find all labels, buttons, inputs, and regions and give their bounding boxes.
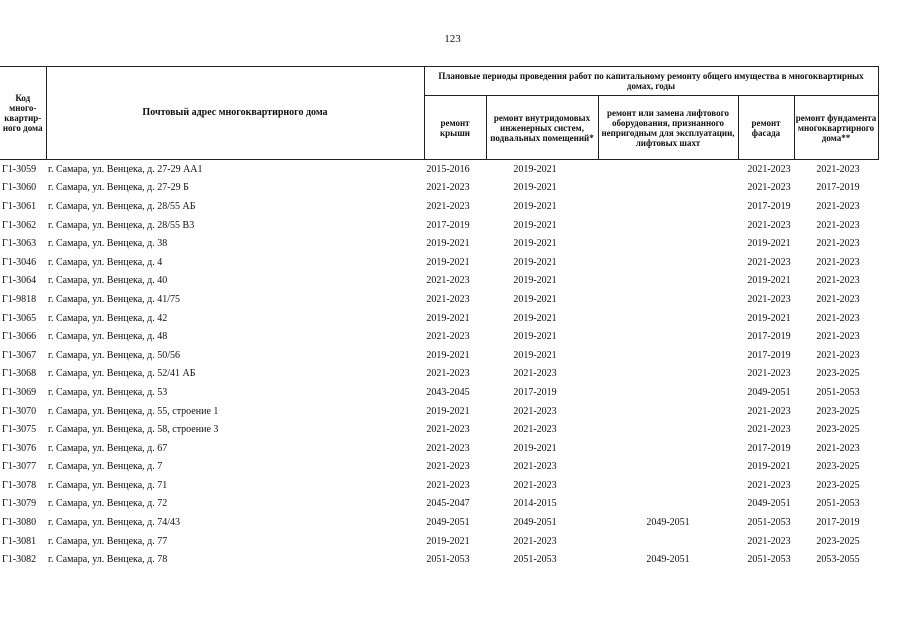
- cell-code: Г1-3075: [2, 424, 37, 436]
- cell-systems: 2019-2021: [513, 331, 557, 343]
- cell-code: Г1-3062: [2, 219, 37, 231]
- cell-facade: 2019-2021: [747, 312, 791, 324]
- cell-address: г. Самара, ул. Венцека, д. 28/55 В3: [48, 219, 195, 231]
- cell-facade: 2021-2023: [747, 293, 791, 305]
- table-row: [0, 253, 878, 272]
- cell-code: Г1-3064: [2, 275, 37, 287]
- cell-address: г. Самара, ул. Венцека, д. 74/43: [48, 517, 181, 529]
- cell-code: Г1-3081: [2, 535, 37, 547]
- cell-foundation: 2023-2025: [816, 535, 860, 547]
- cell-roof: 2043-2045: [426, 386, 470, 398]
- cell-code: Г1-3078: [2, 479, 37, 491]
- cell-facade: 2021-2023: [747, 163, 791, 175]
- cell-foundation: 2051-2053: [816, 498, 860, 510]
- cell-systems: 2019-2021: [513, 219, 557, 231]
- cell-elevator: [598, 197, 738, 216]
- cell-elevator: [598, 402, 738, 421]
- cell-address: г. Самара, ул. Венцека, д. 38: [48, 238, 168, 250]
- header-elevator: ремонт или замена лифтового оборудования, признанного непригодным для эксплуатации, лифтовых шахт: [598, 96, 738, 160]
- page-number: 123: [444, 33, 461, 45]
- cell-roof: 2021-2023: [426, 293, 470, 305]
- cell-foundation: 2023-2025: [816, 424, 860, 436]
- cell-elevator: [598, 458, 738, 477]
- cell-code: Г1-3066: [2, 331, 37, 343]
- cell-address: г. Самара, ул. Венцека, д. 72: [48, 498, 168, 510]
- cell-facade: 2019-2021: [747, 238, 791, 250]
- header-roof: ремонт крыши: [424, 96, 486, 160]
- cell-systems: 2021-2023: [513, 424, 557, 436]
- cell-roof: 2019-2021: [426, 535, 470, 547]
- cell-elevator: [598, 476, 738, 495]
- cell-systems: 2021-2023: [513, 368, 557, 380]
- cell-foundation: 2023-2025: [816, 405, 860, 417]
- table-row: [0, 197, 878, 216]
- cell-code: Г1-3079: [2, 498, 37, 510]
- cell-elevator: [598, 439, 738, 458]
- cell-roof: 2019-2021: [426, 238, 470, 250]
- cell-foundation: 2023-2025: [816, 368, 860, 380]
- cell-elevator: [598, 272, 738, 291]
- cell-elevator: [598, 532, 738, 551]
- cell-foundation: 2021-2023: [816, 331, 860, 343]
- cell-foundation: 2021-2023: [816, 238, 860, 250]
- cell-code: Г1-3067: [2, 349, 37, 361]
- cell-systems: 2049-2051: [513, 517, 557, 529]
- cell-systems: 2019-2021: [513, 163, 557, 175]
- cell-address: г. Самара, ул. Венцека, д. 71: [48, 479, 168, 491]
- table-header: [0, 67, 878, 160]
- cell-systems: 2019-2021: [513, 293, 557, 305]
- cell-systems: 2021-2023: [513, 461, 557, 473]
- cell-elevator: 2049-2051: [646, 517, 690, 529]
- cell-address: г. Самара, ул. Венцека, д. 48: [48, 331, 168, 343]
- cell-elevator: [598, 253, 738, 272]
- cell-roof: 2021-2023: [426, 200, 470, 212]
- header-foundation: ремонт фундамента многоквартирного дома**: [794, 96, 878, 160]
- cell-systems: 2021-2023: [513, 479, 557, 491]
- table-row: [0, 179, 878, 198]
- cell-roof: 2015-2016: [426, 163, 470, 175]
- cell-code: Г1-3063: [2, 238, 37, 250]
- cell-elevator: [598, 383, 738, 402]
- table-row: [0, 458, 878, 477]
- cell-systems: 2019-2021: [513, 238, 557, 250]
- cell-systems: 2019-2021: [513, 349, 557, 361]
- header-code: Код много-квартир-ного дома: [0, 67, 46, 160]
- cell-facade: 2021-2023: [747, 368, 791, 380]
- cell-elevator: [598, 309, 738, 328]
- cell-elevator: 2049-2051: [646, 554, 690, 566]
- table-row: [0, 327, 878, 346]
- cell-address: г. Самара, ул. Венцека, д. 4: [48, 256, 163, 268]
- cell-facade: 2017-2019: [747, 331, 791, 343]
- cell-code: Г1-3076: [2, 442, 37, 454]
- cell-elevator: [598, 290, 738, 309]
- cell-address: г. Самара, ул. Венцека, д. 42: [48, 312, 168, 324]
- cell-address: г. Самара, ул. Венцека, д. 41/75: [48, 293, 181, 305]
- cell-roof: 2019-2021: [426, 256, 470, 268]
- table-row: [0, 439, 878, 458]
- table-row: [0, 513, 878, 532]
- cell-facade: 2017-2019: [747, 200, 791, 212]
- cell-facade: 2021-2023: [747, 479, 791, 491]
- cell-address: г. Самара, ул. Венцека, д. 52/41 АБ: [48, 368, 196, 380]
- cell-address: г. Самара, ул. Венцека, д. 55, строение 1: [48, 405, 219, 417]
- cell-foundation: 2021-2023: [816, 275, 860, 287]
- header-systems: ремонт внутридомовых инженерных систем, подвальных помещений*: [486, 96, 598, 160]
- cell-facade: 2021-2023: [747, 219, 791, 231]
- cell-facade: 2051-2053: [747, 554, 791, 566]
- cell-code: Г1-3068: [2, 368, 37, 380]
- cell-elevator: [598, 179, 738, 198]
- cell-systems: 2019-2021: [513, 275, 557, 287]
- cell-foundation: 2021-2023: [816, 256, 860, 268]
- cell-foundation: 2021-2023: [816, 442, 860, 454]
- table-row: [0, 365, 878, 384]
- cell-code: Г1-3059: [2, 163, 37, 175]
- cell-systems: 2019-2021: [513, 256, 557, 268]
- cell-elevator: [598, 365, 738, 384]
- cell-code: Г1-3080: [2, 517, 37, 529]
- header-address: Почтовый адрес многоквартирного дома: [46, 67, 424, 160]
- cell-foundation: 2021-2023: [816, 293, 860, 305]
- table-row: [0, 495, 878, 514]
- cell-foundation: 2053-2055: [816, 554, 860, 566]
- cell-facade: 2049-2051: [747, 386, 791, 398]
- cell-elevator: [598, 346, 738, 365]
- cell-address: г. Самара, ул. Венцека, д. 7: [48, 461, 163, 473]
- cell-systems: 2019-2021: [513, 312, 557, 324]
- cell-roof: 2021-2023: [426, 275, 470, 287]
- table-row: [0, 346, 878, 365]
- cell-code: Г1-3082: [2, 554, 37, 566]
- table-row: [0, 383, 878, 402]
- cell-roof: 2021-2023: [426, 424, 470, 436]
- cell-roof: 2051-2053: [426, 554, 470, 566]
- table-row: [0, 476, 878, 495]
- table-row: [0, 290, 878, 309]
- cell-facade: 2021-2023: [747, 535, 791, 547]
- cell-systems: 2019-2021: [513, 182, 557, 194]
- cell-systems: 2014-2015: [513, 498, 557, 510]
- cell-foundation: 2051-2053: [816, 386, 860, 398]
- cell-facade: 2021-2023: [747, 424, 791, 436]
- cell-elevator: [598, 327, 738, 346]
- cell-facade: 2017-2019: [747, 442, 791, 454]
- cell-code: Г1-3060: [2, 182, 37, 194]
- cell-facade: 2049-2051: [747, 498, 791, 510]
- cell-facade: 2051-2053: [747, 517, 791, 529]
- table-row: [0, 420, 878, 439]
- cell-code: Г1-9818: [2, 293, 37, 305]
- cell-code: Г1-3061: [2, 200, 37, 212]
- table-row: [0, 550, 878, 569]
- table-row: [0, 532, 878, 551]
- cell-code: Г1-3077: [2, 461, 37, 473]
- cell-foundation: 2021-2023: [816, 163, 860, 175]
- cell-systems: 2051-2053: [513, 554, 557, 566]
- cell-roof: 2019-2021: [426, 349, 470, 361]
- cell-elevator: [598, 495, 738, 514]
- cell-elevator: [598, 234, 738, 253]
- cell-foundation: 2021-2023: [816, 200, 860, 212]
- cell-foundation: 2023-2025: [816, 479, 860, 491]
- cell-foundation: 2021-2023: [816, 312, 860, 324]
- cell-roof: 2021-2023: [426, 442, 470, 454]
- capital-repair-table: [0, 66, 879, 569]
- cell-facade: 2021-2023: [747, 182, 791, 194]
- cell-roof: 2021-2023: [426, 182, 470, 194]
- table-row: [0, 160, 878, 179]
- table-body: [0, 160, 878, 570]
- cell-code: Г1-3070: [2, 405, 37, 417]
- cell-facade: 2017-2019: [747, 349, 791, 361]
- cell-roof: 2019-2021: [426, 312, 470, 324]
- cell-address: г. Самара, ул. Венцека, д. 28/55 АБ: [48, 200, 196, 212]
- cell-roof: 2021-2023: [426, 479, 470, 491]
- cell-roof: 2021-2023: [426, 368, 470, 380]
- table-row: [0, 216, 878, 235]
- cell-roof: 2045-2047: [426, 498, 470, 510]
- cell-address: г. Самара, ул. Венцека, д. 27-29 Б: [48, 182, 189, 194]
- table-row: [0, 234, 878, 253]
- cell-foundation: 2021-2023: [816, 349, 860, 361]
- cell-address: г. Самара, ул. Венцека, д. 77: [48, 535, 168, 547]
- header-group: Плановые периоды проведения работ по капитальному ремонту общего имущества в многоквартирных домах, годы: [424, 67, 878, 96]
- cell-address: г. Самара, ул. Венцека, д. 40: [48, 275, 168, 287]
- cell-elevator: [598, 420, 738, 439]
- cell-code: Г1-3069: [2, 386, 37, 398]
- cell-foundation: 2017-2019: [816, 182, 860, 194]
- cell-elevator: [598, 160, 738, 179]
- cell-facade: 2019-2021: [747, 461, 791, 473]
- cell-facade: 2021-2023: [747, 405, 791, 417]
- cell-roof: 2021-2023: [426, 461, 470, 473]
- cell-roof: 2049-2051: [426, 517, 470, 529]
- cell-foundation: 2021-2023: [816, 219, 860, 231]
- cell-address: г. Самара, ул. Венцека, д. 27-29 АА1: [48, 163, 203, 175]
- cell-address: г. Самара, ул. Венцека, д. 50/56: [48, 349, 181, 361]
- cell-systems: 2019-2021: [513, 200, 557, 212]
- cell-foundation: 2017-2019: [816, 517, 860, 529]
- table-row: [0, 272, 878, 291]
- cell-systems: 2021-2023: [513, 535, 557, 547]
- cell-facade: 2021-2023: [747, 256, 791, 268]
- cell-roof: 2021-2023: [426, 331, 470, 343]
- header-facade: ремонт фасада: [738, 96, 794, 160]
- cell-address: г. Самара, ул. Венцека, д. 78: [48, 554, 168, 566]
- cell-address: г. Самара, ул. Венцека, д. 53: [48, 386, 168, 398]
- cell-code: Г1-3046: [2, 256, 37, 268]
- cell-elevator: [598, 216, 738, 235]
- table-row: [0, 402, 878, 421]
- cell-systems: 2021-2023: [513, 405, 557, 417]
- cell-roof: 2019-2021: [426, 405, 470, 417]
- cell-address: г. Самара, ул. Венцека, д. 58, строение 3: [48, 424, 219, 436]
- cell-systems: 2017-2019: [513, 386, 557, 398]
- table-row: [0, 309, 878, 328]
- cell-facade: 2019-2021: [747, 275, 791, 287]
- cell-foundation: 2023-2025: [816, 461, 860, 473]
- cell-roof: 2017-2019: [426, 219, 470, 231]
- cell-systems: 2019-2021: [513, 442, 557, 454]
- cell-address: г. Самара, ул. Венцека, д. 67: [48, 442, 168, 454]
- cell-code: Г1-3065: [2, 312, 37, 324]
